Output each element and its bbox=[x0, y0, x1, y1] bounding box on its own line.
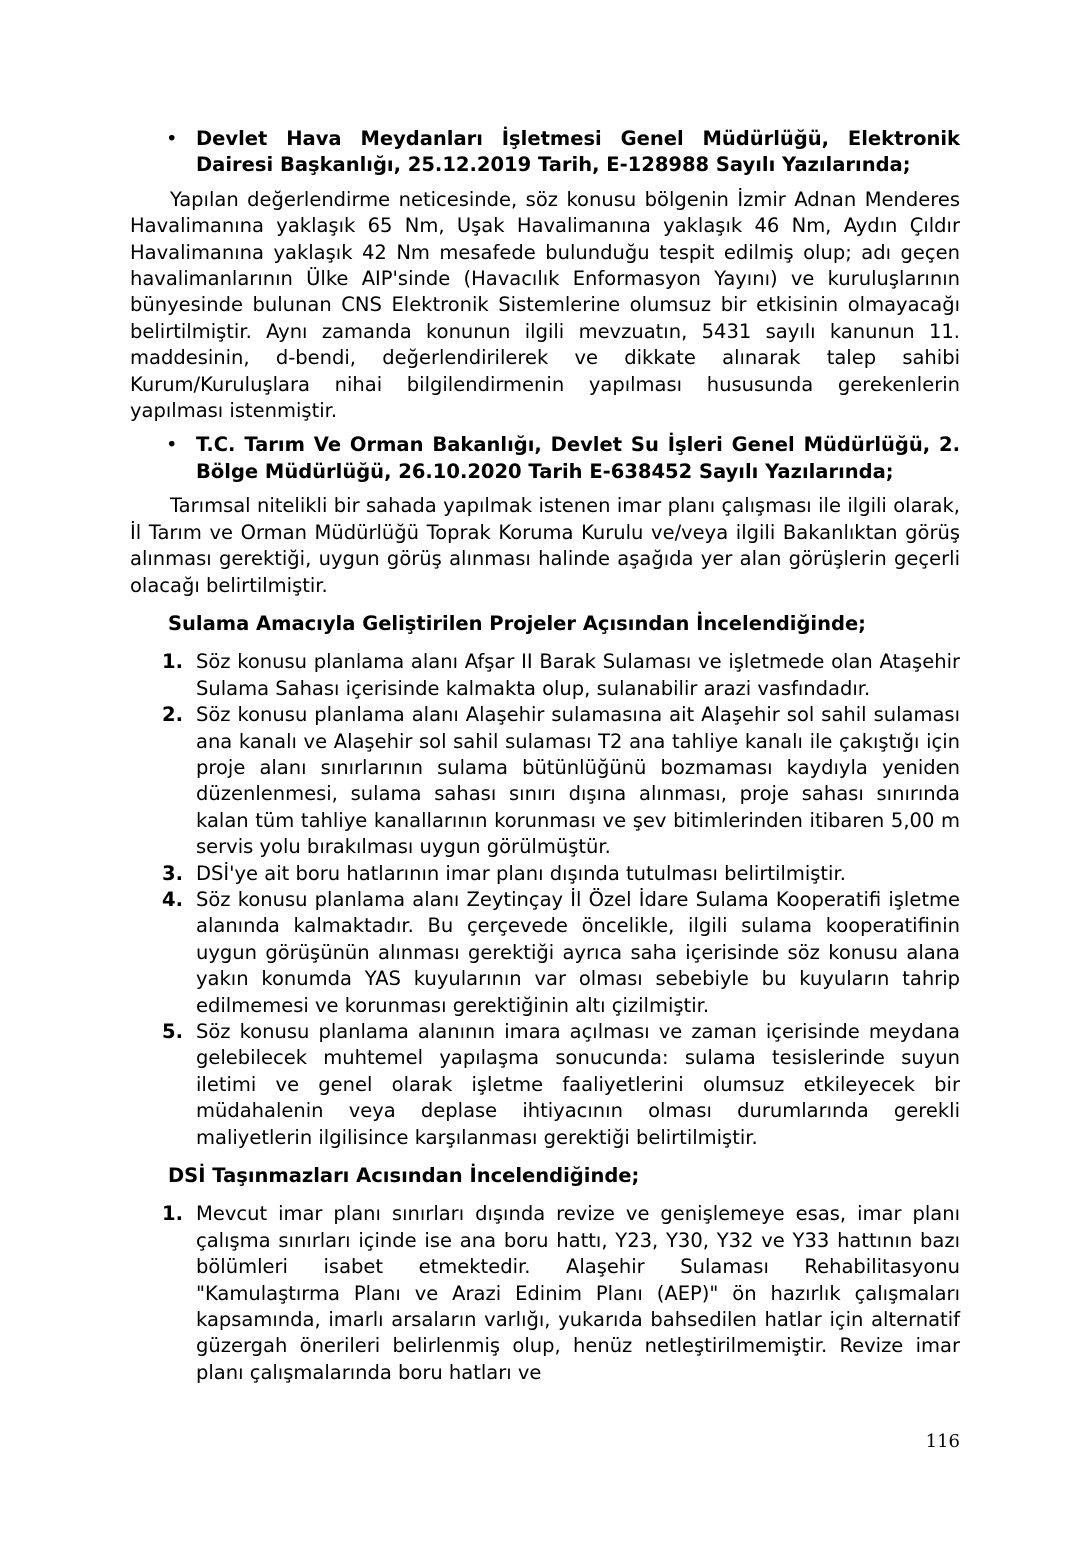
numbered-list-tasinmaz bbox=[130, 1201, 960, 1386]
list-item bbox=[130, 861, 960, 887]
list-item-text: Mevcut imar planı sınırları dışında revize ve genişlemeye esas, imar planı çalışma sınırları içinde ise ana boru hattı, Y23, Y30, Y32 ve Y33 hattının bazı bölümleri isabet etmektedir. Alaşehir Sulaması Rehabilitasyonu "Kamulaştırma Planı ve Arazi Edinim Planı (AEP)" ön hazırlık çalışmaları kapsamında, imarlı arsaların varlığı, yukarıda bahsedilen hatlar için alternatif güzergah önerileri belirlenmiş olup, henüz netleştirilmemiştir. Revize imar planı çalışmalarında boru hatları ve bbox=[196, 1202, 960, 1384]
list-item bbox=[130, 1019, 960, 1151]
bullet-heading-dsi bbox=[130, 432, 960, 485]
bullet-icon: • bbox=[166, 127, 178, 150]
list-item bbox=[130, 1201, 960, 1386]
paragraph-dsi: Tarımsal nitelikli bir sahada yapılmak istenen imar planı çalışması ile ilgili olarak, İl Tarım ve Orman Müdürlüğü Toprak Koruma Kurulu ve/veya ilgili Bakanlıktan görüş alınması gerektiği, uygun görüş alınması halinde aşağıda yer alan görüşlerin geçerli olacağı belirtilmiştir. bbox=[130, 494, 960, 597]
section-heading-tasinmaz: DSİ Taşınmazları Acısından İncelendiğinde; bbox=[168, 1164, 640, 1188]
list-item bbox=[130, 649, 960, 702]
list-item bbox=[130, 702, 960, 860]
list-number: 4. bbox=[162, 887, 183, 911]
list-item-text: Söz konusu planlama alanı Alaşehir sulamasına ait Alaşehir sol sahil sulaması ana kanalı ve Alaşehir sol sahil sulaması T2 ana tahliye kanalı ile çakıştığı için proje alanı sınırlarının sulama bütünlüğünü bozmaması kaydıyla yeniden düzenlenmesi, sulama sahası sınırı dışına alınması, proje sahası sınırında kalan tüm tahliye kanallarının korunması ve şev bitimlerinden itibaren 5,00 m servis yolu bırakılması uygun görülmüştür. bbox=[196, 703, 960, 859]
bullet-heading-text: T.C. Tarım Ve Orman Bakanlığı, Devlet Su İşleri Genel Müdürlüğü, 2. Bölge Müdürlüğü, 26.10.2020 Tarih E-638452 Sayılı Yazılarında; bbox=[196, 433, 960, 483]
paragraph-dhmi: Yapılan değerlendirme neticesinde, söz konusu bölgenin İzmir Adnan Menderes Havalimanına yaklaşık 65 Nm, Uşak Havalimanına yaklaşık 46 Nm, Aydın Çıldır Havalimanına yaklaşık 42 Nm mesafede bulunduğu tespit edilmiş olup; adı geçen havalimanlarının Ülke AIP'sinde (Havacılık Enformasyon Yayını) ve kuruluşlarının bünyesinde bulunan CNS Elektronik Sistemlerine olumsuz bir etkisinin olmayacağı belirtilmiştir. Aynı zamanda konunun ilgili mevzuatın, 5431 sayılı kanunun 11. maddesinin, d-bendi, değerlendirilerek ve dikkate alınarak talep sahibi Kurum/Kuruluşlara nihai bilgilendirmenin yapılması hususunda gerekenlerin yapılması istenmiştir. bbox=[130, 187, 960, 423]
list-number: 5. bbox=[162, 1020, 183, 1043]
bullet-heading-text: Devlet Hava Meydanları İşletmesi Genel Müdürlüğü, Elektronik Dairesi Başkanlığı, 25.12.2019 Tarih, E-128988 Sayılı Yazılarında; bbox=[196, 127, 960, 177]
list-item-text: Söz konusu planlama alanı Zeytinçay İl Özel İdare Sulama Kooperatifi işletme alanında kalmaktadır. Bu çerçevede öncelikle, ilgili sulama kooperatifinin uygun görüşünün alınması gerektiği ayrıca saha içerisinde söz konusu alana yakın konumda YAS kuyularının var olması sebebiyle bu kuyuların tahrip edilmemesi ve korunması gerektiğinin altı çizilmiştir. bbox=[196, 887, 960, 1017]
section-heading-sulama: Sulama Amacıyla Geliştirilen Projeler Açısından İncelendiğinde; bbox=[168, 611, 866, 635]
bullet-icon: • bbox=[166, 433, 178, 457]
list-number: 2. bbox=[162, 703, 183, 727]
list-item bbox=[130, 887, 960, 1019]
bullet-heading-dhmi bbox=[130, 126, 960, 179]
numbered-list-sulama bbox=[130, 649, 960, 1151]
list-number: 3. bbox=[162, 861, 183, 885]
list-item-text: Söz konusu planlama alanı Afşar II Barak Sulaması ve işletmede olan Ataşehir Sulama Sahası içerisinde kalmakta olup, sulanabilir arazi vasfındadır. bbox=[196, 650, 960, 700]
list-item-text: Söz konusu planlama alanının imara açılması ve zaman içerisinde meydana gelebilecek muhtemel yapılaşma sonucunda: sulama tesislerinde suyun iletimi ve genel olarak işletme faaliyetlerini olumsuz etkileyecek bir müdahalenin veya deplase ihtiyacının olması durumlarında gerekli maliyetlerin ilgilisince karşılanması gerektiği belirtilmiştir. bbox=[196, 1020, 960, 1149]
list-number: 1. bbox=[162, 650, 183, 674]
list-number: 1. bbox=[162, 1202, 183, 1226]
list-item-text: DSİ'ye ait boru hatlarının imar planı dışında tutulması belirtilmiştir. bbox=[196, 861, 846, 885]
document-page bbox=[130, 126, 960, 1386]
page-number: 116 bbox=[925, 1431, 960, 1452]
